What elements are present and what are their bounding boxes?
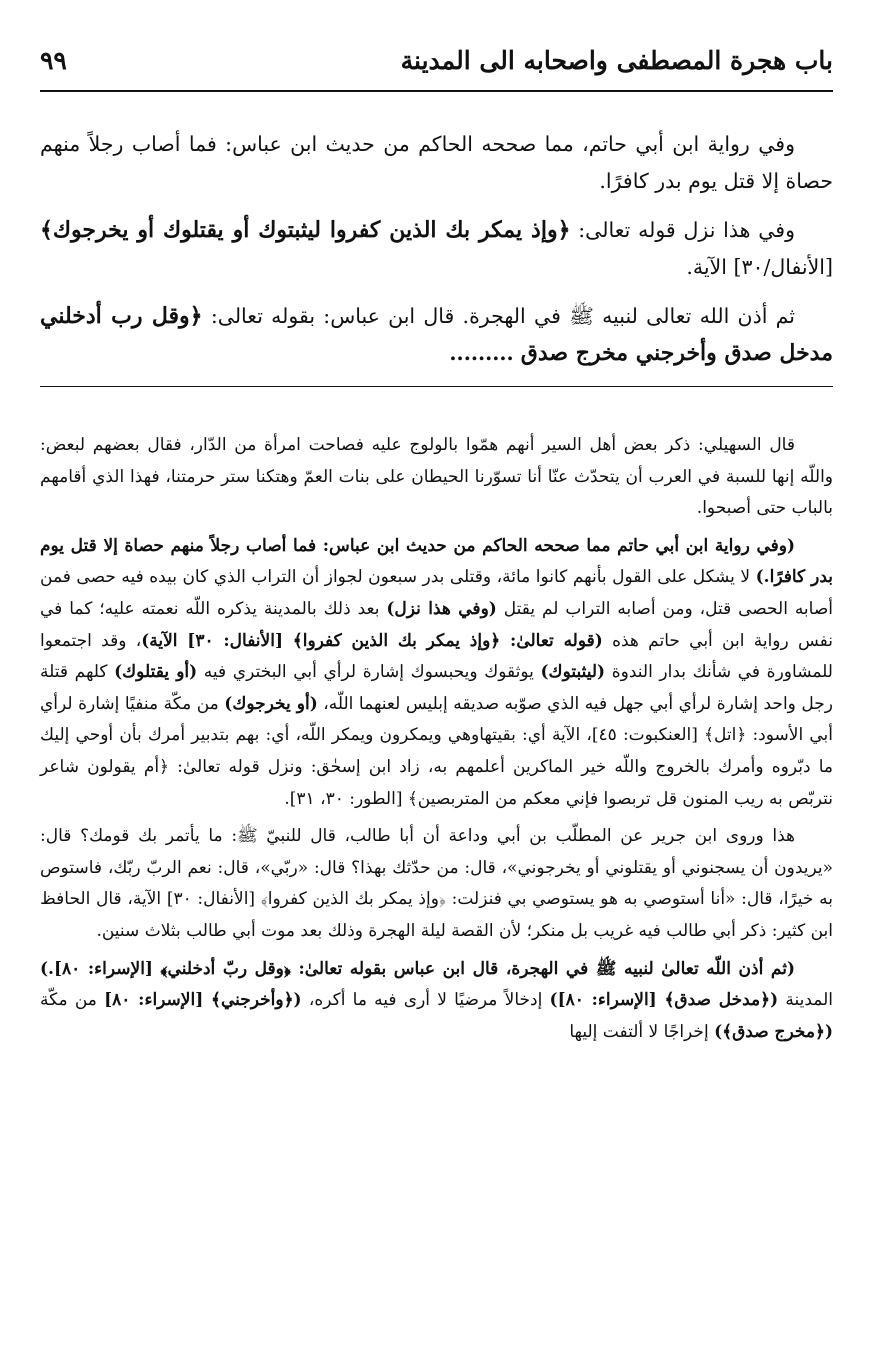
quoted-text: (﴿مدخل صدق﴾ [الإسراء: ٨٠]) [549,990,779,1011]
running-title: باب هجرة المصطفى واصحابه الى المدينة [400,46,833,75]
commentary-span: يوثقوك ويحبسوك إشارة لرأي أبي البختري فيه [197,662,541,683]
commentary-span: بعد ذلك بالمدينة يذكره اللّه نعمته عليه؛ كما في نفس رواية ابن أبي حاتم هذه [40,598,833,651]
commentary-paragraph [40,954,833,1049]
main-paragraph [40,212,833,286]
commentary-span: كلهم قتلة رجل واحد إشارة لرأي أبي جهل فيه الذي صوّبه صديقه إبليس لعنهما اللّه، [40,662,833,714]
quoted-text: (وفي هذا نزل) [386,598,497,619]
quoted-text: (أو يقتلوك) [114,662,198,683]
main-text-span: ثم أذن الله تعالى لنبيه ﷺ في الهجرة. قال ابن عباس: بقوله تعالى: [202,304,795,328]
verse-reference: [الأنفال/٣٠] الآية. [686,255,833,279]
quoted-text: (وفي رواية ابن أبي حاتم مما صححه الحاكم من حديث ابن عباس: فما أصاب رجلاً منهم حصاة إلا قتل يوم بدر كافرًا.) [40,535,834,588]
page-number: ٩٩ [40,46,67,75]
commentary-span: ، وقد اجتمعوا للمشاورة في شأنك بدار الندوة [40,630,833,683]
quran-verse: ﴿وإذ يمكر بك الذين كفروا ليثبتوك أو يقتلوك أو يخرجوك﴾ [40,217,571,243]
commentary-span: من مكّة منفيًا إشارة لرأي أبي الأسود: ﴿اتل﴾ [العنكبوت: ٤٥]، الآية أي: بقيتهاوهي ويمكرون ويمكر اللّه، أي: بهم بتدبير أمرك بأن أوحي إليك ما دبّروه وأمرك بالخروج واللّه خير الماكرين أعلمهم به، زاد ابن إسحٰق: ونزل قوله تعالىٰ: ﴿أم يقولون شاعر نتربّص به ريب المنون قل تربصوا فإني معكم من المتربصين﴾ [الطور: ٣٠، ٣١]. [40,693,833,809]
quoted-text: (ليثبتوك) [540,662,606,683]
main-text [40,126,833,384]
continuation-dots: ......... [449,341,521,365]
commentary-span: إدخالاً مرضيًا لا أرى فيه ما أكره، [301,990,550,1011]
main-paragraph [40,298,833,372]
quoted-text: (ثم أذن اللّه تعالىٰ لنبيه ﷺ في الهجرة، قال ابن عباس بقوله تعالىٰ: ﴿وقل ربّ أدخلني﴾ [الإسراء: ٨٠].) [40,958,795,979]
quoted-text: (أو يخرجوك) [224,693,318,714]
commentary-span: المدينة [778,990,833,1011]
main-paragraph: وفي رواية ابن أبي حاتم، مما صححه الحاكم من حديث ابن عباس: فما أصاب رجلاً منهم حصاة إلا قتل يوم بدر كافرًا. [40,132,833,193]
commentary-paragraph [40,531,833,815]
quran-verse: ﴿وقل رب أدخلني مدخل صدق وأخرجني مخرج صدق [40,303,833,366]
commentary-paragraph: هذا وروى ابن جرير عن المطلّب بن أبي وداعة أن أبا طالب، قال للنبيّ ﷺ: ما يأتمر بك قومك؟ قال: «يريدون أن يسجنوني أو يقتلوني أو يخرجوني»، قال: من حدّثك بهذا؟ قال: «ربّي»، قال: نعم الربّ ربّك، فاستوص به خيرًا، قال: «أنا أستوصي به هو يستوصي بي فنزلت: ﴿وإذ يمكر بك الذين كفروا﴾ [الأنفال: ٣٠] الآية، قال الحافظ ابن كثير: ذكر أبي طالب فيه غريب بل منكر؛ لأن القصة ليلة الهجرة وذلك بعد موت أبي طالب بثلاث سنين. [40,826,833,941]
section-divider [40,386,833,387]
page-header [40,40,833,92]
commentary-span: إخراجًا لا ألتفت إليها [569,1021,715,1042]
main-text-span: وفي هذا نزل قوله تعالى: [570,218,795,242]
commentary-span: من مكّة [40,990,105,1011]
quoted-text: (﴿وأخرجني﴾ [الإسراء: ٨٠] [104,990,302,1011]
commentary [40,430,833,1054]
quoted-text: (﴿مخرج صدق﴾) [714,1021,833,1042]
commentary-paragraph: قال السهيلي: ذكر بعض أهل السير أنهم همّوا بالولوج عليه فصاحت امرأة من الدّار، فقال بعضهم لبعض: واللّه إنها للسبة في العرب أن يتحدّث عنّا أنا تسوّرنا الحيطان على بنات العمّ وهتكنا ستر حرمتنا، فهذا الذي أقامهم بالباب حتى أصبحوا. [40,435,833,519]
quoted-text: (قوله تعالىٰ: ﴿وإذ يمكر بك الذين كفروا﴾ [الأنفال: ٣٠] الآية) [141,630,603,651]
commentary-span: لا يشكل على القول بأنهم كانوا مائة، وقتلى بدر سبعون لجواز أن التراب الذي كان بيده فيه حصى فمن أصابه الحصى قتل، ومن أصابه التراب لم يقتل [40,567,833,619]
